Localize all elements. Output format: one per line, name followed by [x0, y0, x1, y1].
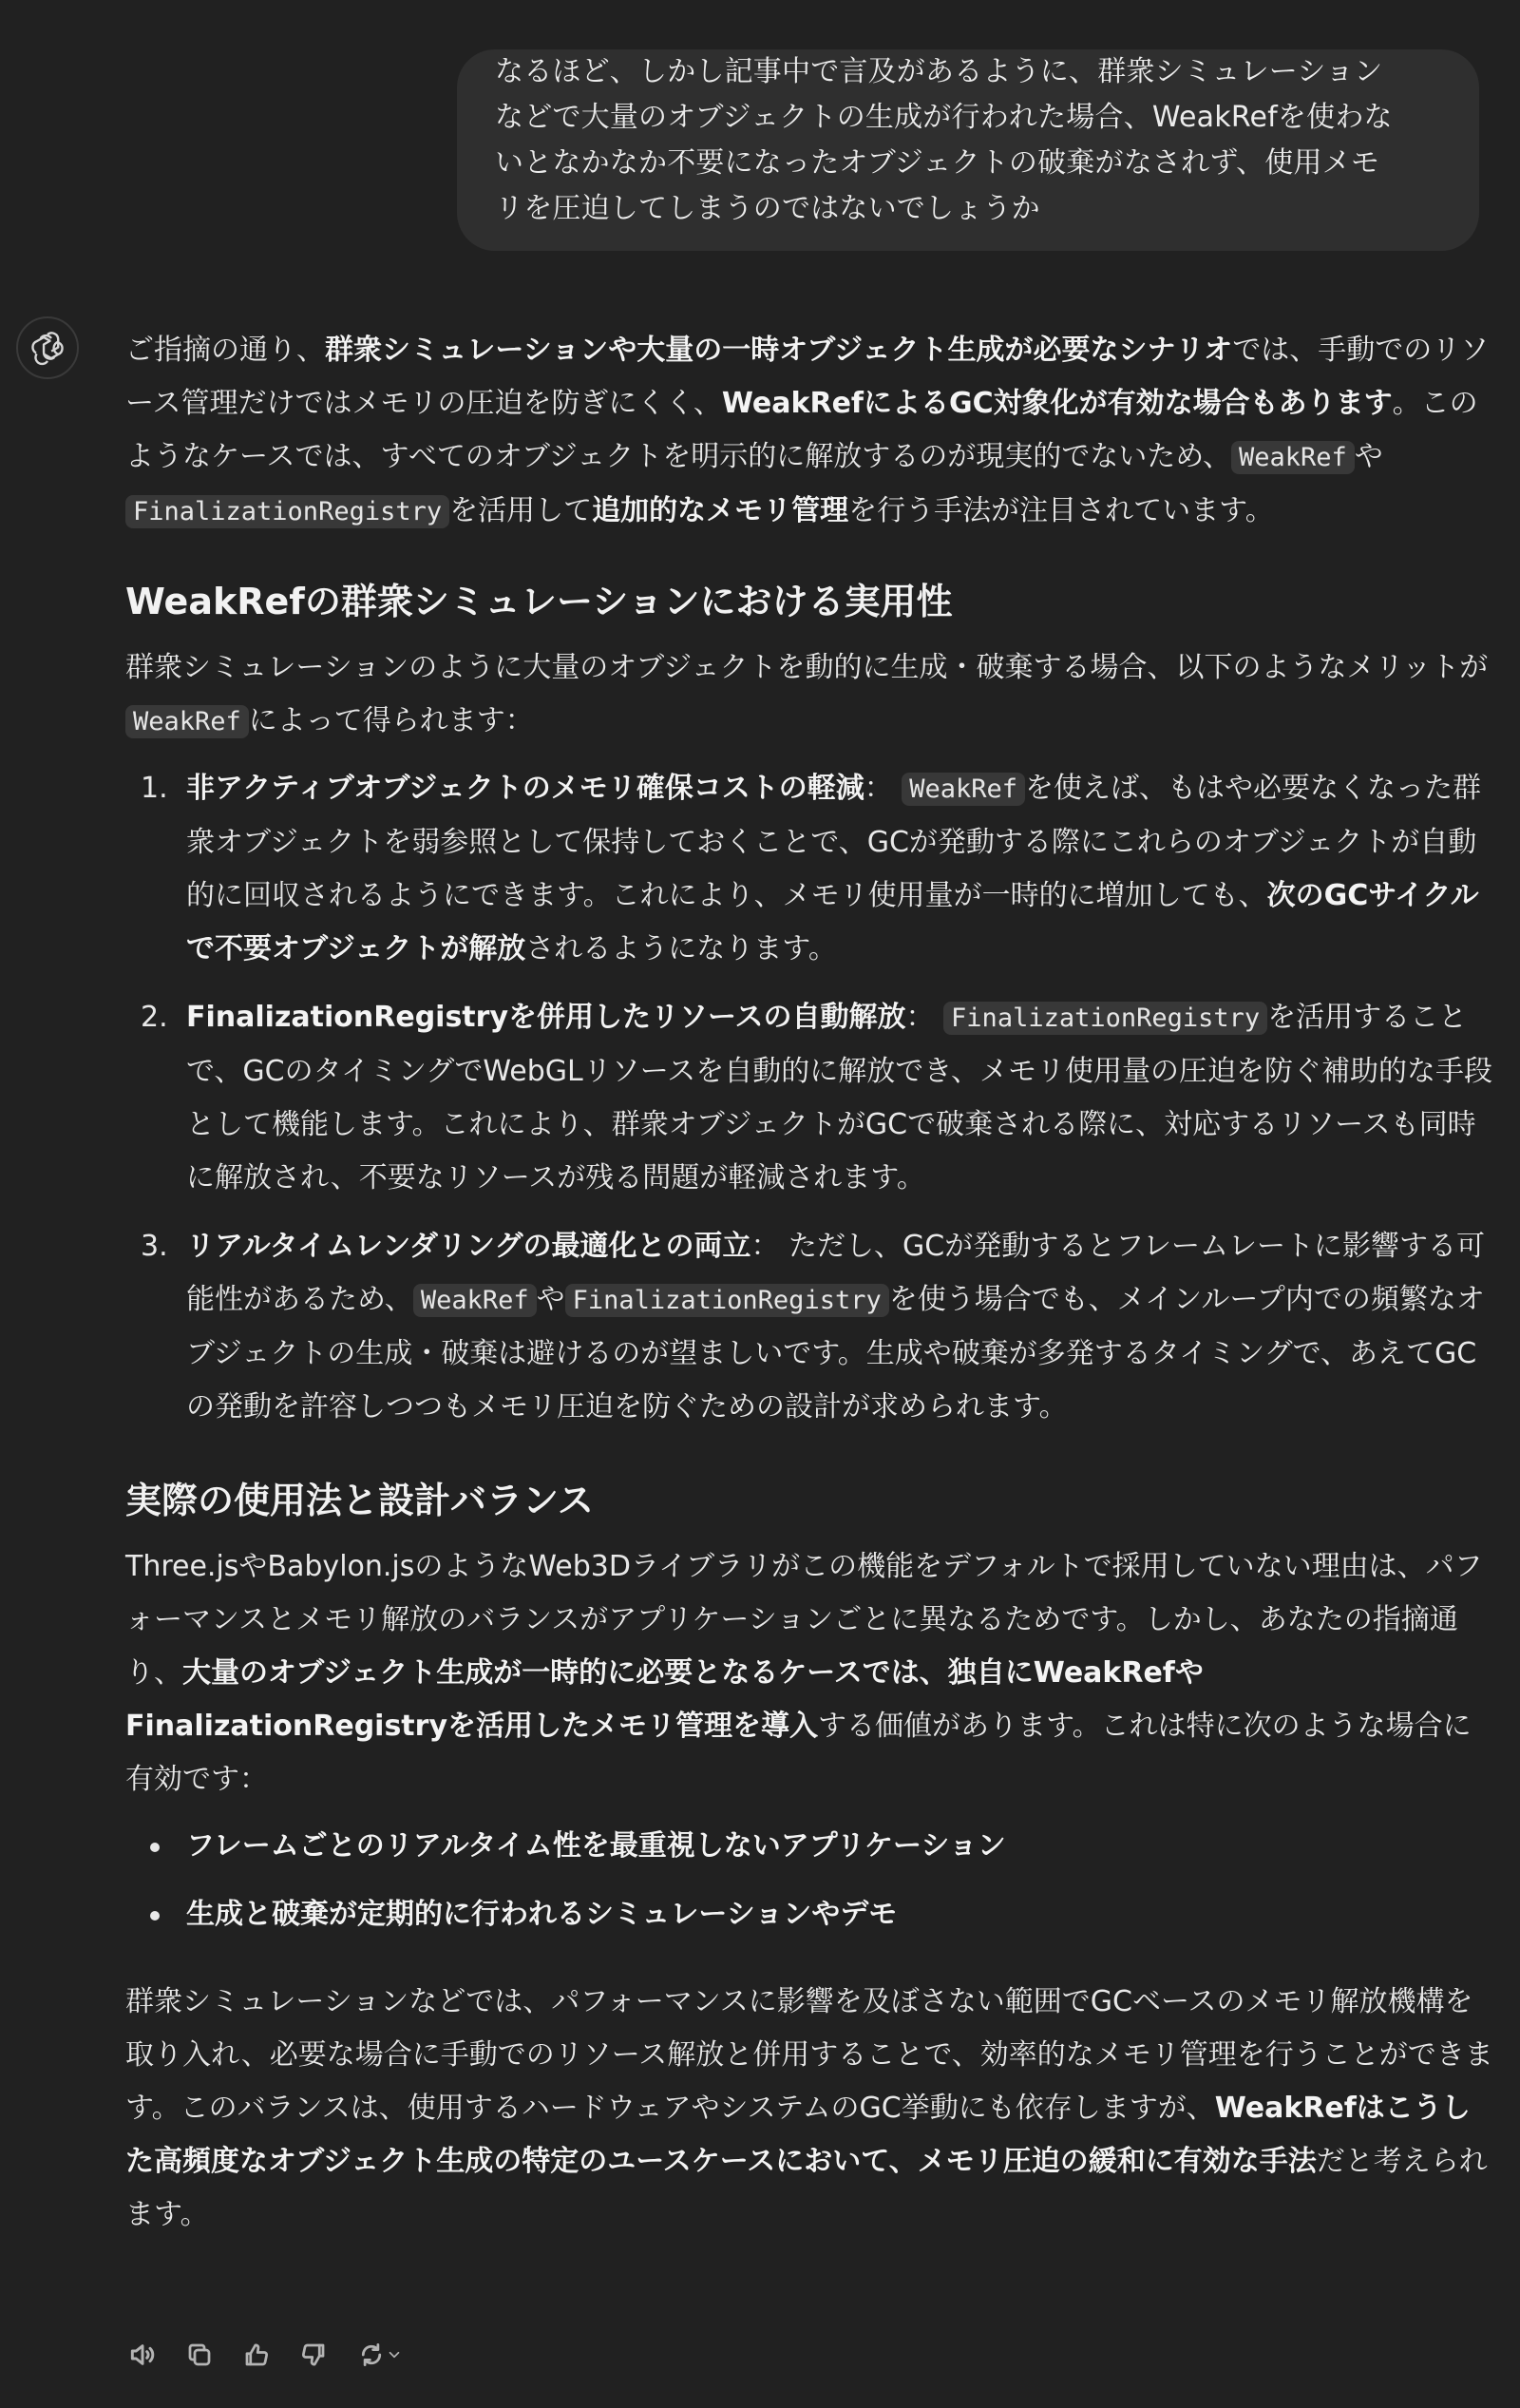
bullet-list — [125, 1820, 1493, 1941]
text: する価値があります。これは特に次のような場合に有効です： — [125, 1710, 1472, 1796]
bold-text: 群衆シミュレーションや大量の一時オブジェクト生成が必要なシナリオ — [325, 334, 1233, 367]
text: を行う手法が注目されています。 — [848, 494, 1274, 527]
text: を使う場合でも、メインループ内での頻繁なオブジェクトの生成・破棄は避けるのが望ましいです。生成や破棄が多発するタイミングで、あえてGCの発動を許容しつつもメモリ圧迫を防ぐための設計が求められます。 — [186, 1283, 1485, 1424]
section1-paragraph — [125, 641, 1493, 749]
text: だと考えられます。 — [125, 2145, 1488, 2231]
text: ： — [750, 1230, 780, 1263]
copy-icon — [185, 2341, 214, 2369]
section-heading: 実際の使用法と設計バランス — [125, 1480, 594, 1521]
bold-text: 次のGCサイクルで不要オブジェクトが解放 — [186, 879, 1479, 965]
message-actions-toolbar — [125, 2338, 407, 2372]
list-item — [125, 762, 1493, 976]
bold-text: 生成と破棄が定期的に行われるシミュレーションやデモ — [186, 1898, 898, 1931]
assistant-avatar — [16, 316, 79, 379]
bold-text: WeakRefによるGC対象化が有効な場合もあります — [721, 387, 1393, 420]
user-message-line: リを圧迫してしまうのではないでしょうか — [495, 192, 1040, 225]
bad-response-button[interactable] — [296, 2338, 331, 2372]
user-message-bubble — [457, 49, 1479, 251]
list-item — [125, 1888, 1493, 1941]
chevron-down-icon — [386, 2346, 403, 2363]
inline-code: WeakRef — [413, 1284, 537, 1317]
text: を使えば、もはや必要なくなった群衆オブジェクトを弱参照として保持しておくことで、GCが発動する際にこれらのオブジェクトが自動的に回収されるようにできます。これにより、メモリ使用量が一時的に増加しても、 — [186, 772, 1482, 912]
bold-text: フレームごとのリアルタイム性を最重視しないアプリケーション — [186, 1829, 1006, 1863]
copy-button[interactable] — [182, 2338, 217, 2372]
text: や — [1354, 440, 1383, 473]
text: ： — [864, 772, 893, 805]
inline-code: WeakRef — [125, 705, 249, 738]
text: 群衆シミュレーションのように大量のオブジェクトを動的に生成・破棄する場合、以下のようなメリットが — [125, 651, 1489, 684]
read-aloud-button[interactable] — [125, 2338, 160, 2372]
text: ご指摘の通り、 — [125, 334, 325, 367]
list-number: 1. — [141, 772, 168, 805]
user-message-line: いとなかなか不要になったオブジェクトの破棄がなされず、使用メモ — [495, 146, 1380, 180]
inline-code: FinalizationRegistry — [943, 1002, 1267, 1035]
good-response-button[interactable] — [239, 2338, 274, 2372]
assistant-message — [125, 324, 1493, 2242]
text: されるようになります。 — [525, 932, 837, 965]
inline-code: WeakRef — [902, 773, 1025, 806]
inline-code: FinalizationRegistry — [125, 495, 449, 528]
bold-text: FinalizationRegistryを併用したリソースの自動解放 — [186, 1001, 906, 1034]
speaker-icon — [127, 2340, 158, 2370]
text: Three.jsやBabylon.jsのようなWeb3Dライブラリがこの機能をデフォルトで採用していない理由は、パフォーマンスとメモリ解放のバランスがアプリケーションごとに異なるためです。しかし、あなたの指摘通り、 — [125, 1550, 1483, 1690]
bold-text: 非アクティブオブジェクトのメモリ確保コストの軽減 — [186, 772, 864, 805]
section2-paragraph — [125, 1540, 1493, 1806]
inline-code: FinalizationRegistry — [565, 1284, 889, 1317]
list-item — [125, 991, 1493, 1205]
openai-logo-icon — [29, 330, 66, 366]
text: 群衆シミュレーションなどでは、パフォーマンスに影響を及ぼさない範囲でGCベースのメモリ解放機構を取り入れ、必要な場合に手動でのリソース解放と併用することで、効率的なメモリ管理を行うことができます。このバランスは、使用するハードウェアやシステムのGC挙動にも依存しますが、 — [125, 1985, 1493, 2125]
thumbs-down-icon — [299, 2341, 328, 2369]
intro-paragraph — [125, 324, 1493, 539]
bullet-dot — [150, 1843, 160, 1852]
text: 。このようなケースでは、すべてのオブジェクトを明示的に解放するのが現実的でないため、 — [125, 387, 1478, 473]
list-number: 3. — [141, 1230, 168, 1263]
bullet-dot — [150, 1911, 160, 1921]
text: ただし、GCが発動するとフレームレートに影響する可能性があるため、 — [186, 1230, 1485, 1316]
text: ： — [905, 1001, 935, 1034]
closing-paragraph — [125, 1976, 1493, 2242]
user-message-line: なるほど、しかし記事中で言及があるように、群衆シミュレーション — [495, 55, 1383, 88]
list-item — [125, 1220, 1493, 1434]
bold-text: WeakRefはこうした高頻度なオブジェクト生成の特定のユースケースにおいて、メモリ圧迫の緩和に有効な手法 — [125, 2092, 1471, 2178]
inline-code: WeakRef — [1231, 441, 1355, 474]
list-number: 2. — [141, 1001, 168, 1034]
user-message-line: などで大量のオブジェクトの生成が行われた場合、WeakRefを使わな — [495, 101, 1393, 134]
text: を活用することで、GCのタイミングでWebGLリソースを自動的に解放でき、メモリ使用量の圧迫を防ぐ補助的な手段として機能します。これにより、群衆オブジェクトがGCで破棄される際に、対応するリソースも同時に解放され、不要なリソースが残る問題が軽減されます。 — [186, 1001, 1493, 1194]
bold-text: 追加的なメモリ管理 — [592, 494, 849, 527]
numbered-list — [125, 762, 1493, 1434]
section-heading: WeakRefの群衆シミュレーションにおける実用性 — [125, 581, 953, 622]
regenerate-icon — [357, 2341, 386, 2369]
text: では、手動でのリソース管理だけではメモリの圧迫を防ぎにくく、 — [125, 334, 1490, 420]
bold-text: 大量のオブジェクト生成が一時的に必要となるケースでは、独自にWeakRefやFinalizationRegistryを活用したメモリ管理を導入 — [125, 1656, 1204, 1743]
bold-text: リアルタイムレンダリングの最適化との両立 — [186, 1230, 751, 1263]
text: を活用して — [449, 494, 593, 527]
text: によって得られます： — [248, 704, 534, 737]
list-item — [125, 1820, 1493, 1873]
thumbs-up-icon — [242, 2341, 271, 2369]
regenerate-button[interactable] — [353, 2338, 407, 2372]
text: や — [536, 1283, 565, 1316]
